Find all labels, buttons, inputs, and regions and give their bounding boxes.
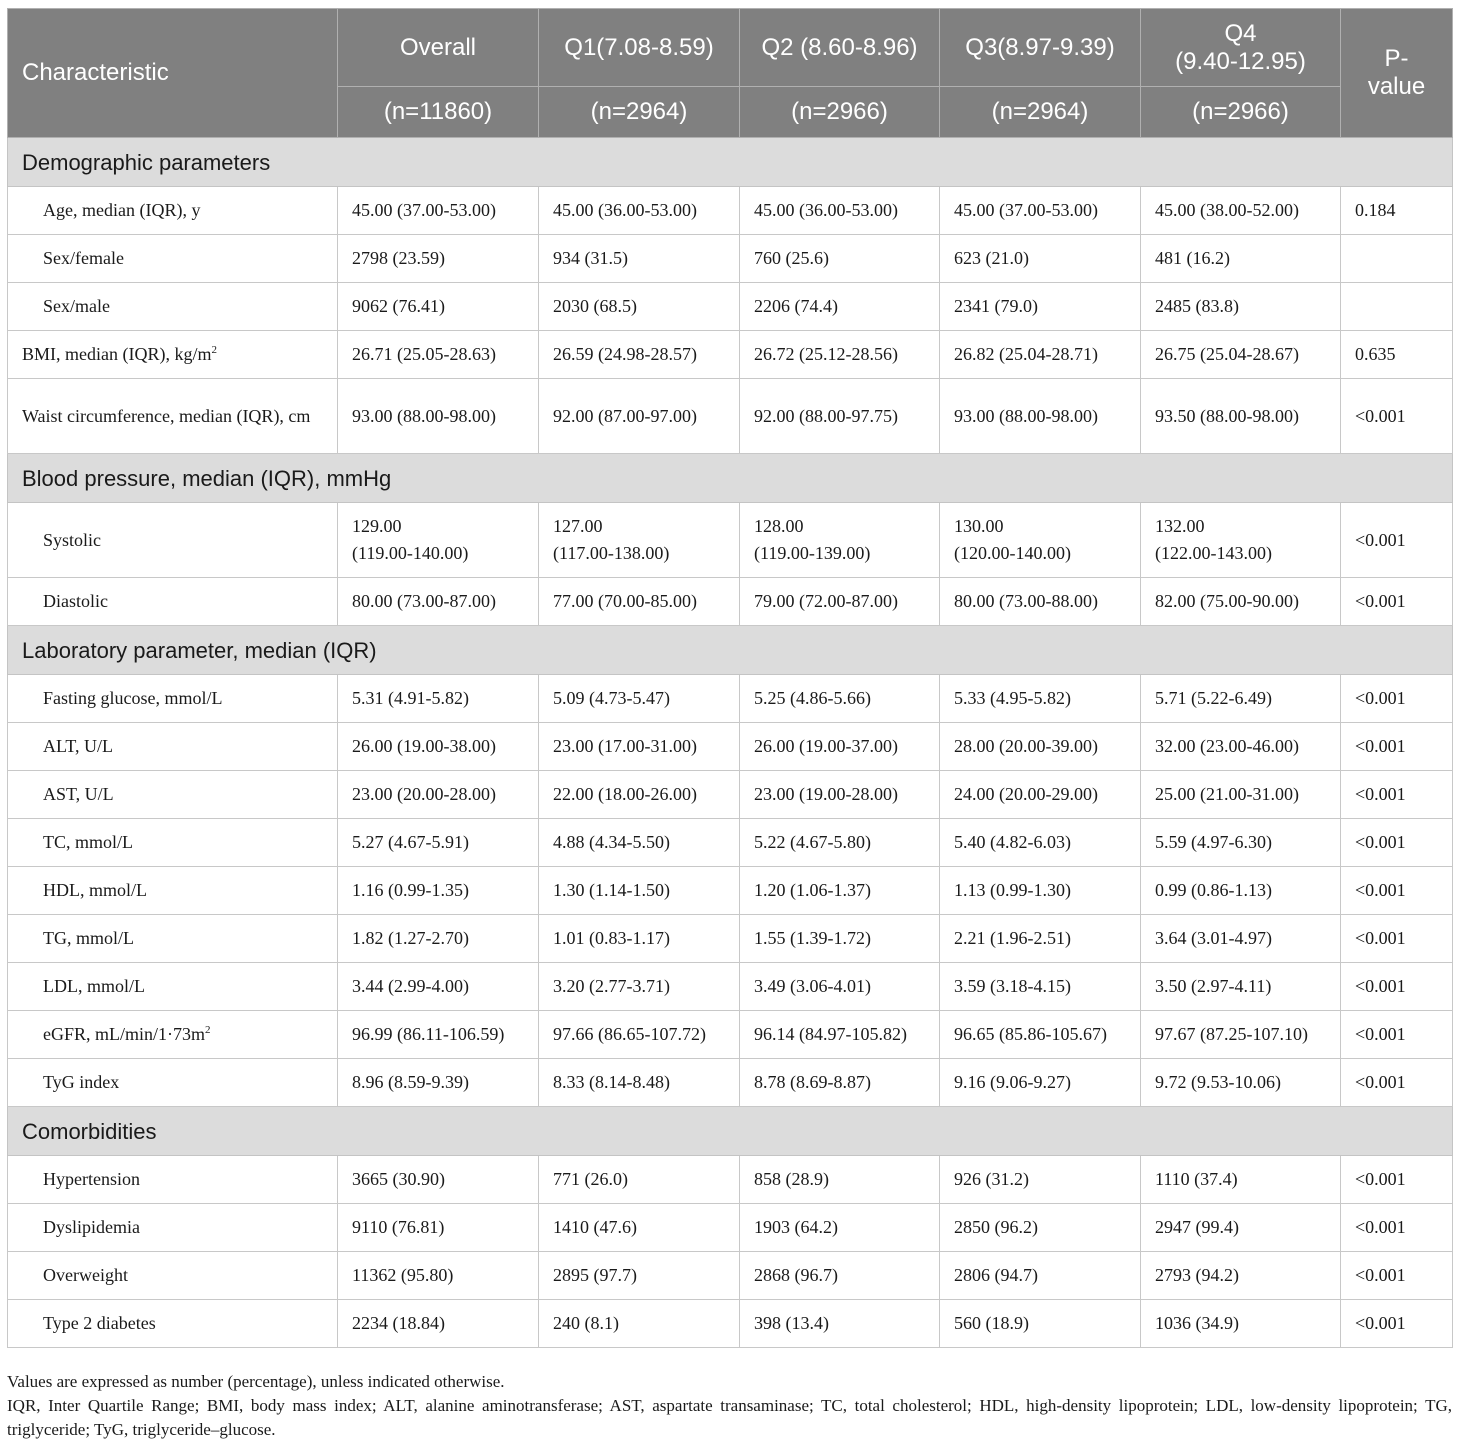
row-label — [8, 723, 338, 771]
value-cell: 5.40 (4.82-6.03) — [940, 819, 1141, 867]
value-cell: 2868 (96.7) — [740, 1252, 940, 1300]
row-label-text: Sex/male — [43, 296, 110, 316]
header-pvalue: P- value — [1341, 9, 1453, 138]
table-row — [8, 331, 1453, 379]
pvalue-cell: <0.001 — [1341, 1011, 1453, 1059]
row-label-text: eGFR, mL/min/1·73m — [43, 1024, 205, 1044]
characteristics-table — [7, 8, 1453, 1348]
value-cell: 45.00 (36.00-53.00) — [539, 187, 740, 235]
pvalue-cell: <0.001 — [1341, 915, 1453, 963]
value-cell: 1036 (34.9) — [1141, 1300, 1341, 1348]
value-cell: 5.31 (4.91-5.82) — [338, 675, 539, 723]
value-cell: 0.99 (0.86-1.13) — [1141, 867, 1341, 915]
row-label-text: Sex/female — [43, 248, 124, 268]
value-cell: 130.00 (120.00-140.00) — [940, 503, 1141, 578]
table-row — [8, 819, 1453, 867]
value-cell: 5.59 (4.97-6.30) — [1141, 819, 1341, 867]
row-label-text: HDL, mmol/L — [43, 880, 147, 900]
row-label-text: TG, mmol/L — [43, 928, 134, 948]
pvalue-cell: <0.001 — [1341, 867, 1453, 915]
header-q1: Q1(7.08-8.59) — [539, 9, 740, 87]
value-cell: 4.88 (4.34-5.50) — [539, 819, 740, 867]
pvalue-cell: <0.001 — [1341, 1300, 1453, 1348]
value-cell: 26.72 (25.12-28.56) — [740, 331, 940, 379]
header-q3: Q3(8.97-9.39) — [940, 9, 1141, 87]
row-label — [8, 1300, 338, 1348]
value-cell: 127.00 (117.00-138.00) — [539, 503, 740, 578]
value-cell: 80.00 (73.00-87.00) — [338, 578, 539, 626]
row-label — [8, 771, 338, 819]
pvalue-cell — [1341, 235, 1453, 283]
value-cell: 3.49 (3.06-4.01) — [740, 963, 940, 1011]
table-row — [8, 867, 1453, 915]
row-label-superscript: 2 — [211, 344, 217, 356]
value-cell: 45.00 (37.00-53.00) — [338, 187, 539, 235]
value-cell: 80.00 (73.00-88.00) — [940, 578, 1141, 626]
value-cell: 3665 (30.90) — [338, 1156, 539, 1204]
pvalue-cell: 0.635 — [1341, 331, 1453, 379]
value-cell: 3.20 (2.77-3.71) — [539, 963, 740, 1011]
value-cell: 2.21 (1.96-2.51) — [940, 915, 1141, 963]
value-cell: 26.00 (19.00-37.00) — [740, 723, 940, 771]
row-label — [8, 1011, 338, 1059]
table-row — [8, 1300, 1453, 1348]
value-cell: 623 (21.0) — [940, 235, 1141, 283]
value-cell: 92.00 (88.00-97.75) — [740, 379, 940, 454]
value-cell: 132.00 (122.00-143.00) — [1141, 503, 1341, 578]
table-row — [8, 675, 1453, 723]
row-label-text: LDL, mmol/L — [43, 976, 145, 996]
table-row — [8, 283, 1453, 331]
value-cell: 96.14 (84.97-105.82) — [740, 1011, 940, 1059]
value-cell: 93.50 (88.00-98.00) — [1141, 379, 1341, 454]
section-row — [8, 138, 1453, 187]
row-label — [8, 867, 338, 915]
value-cell: 22.00 (18.00-26.00) — [539, 771, 740, 819]
row-label-text: Dyslipidemia — [43, 1217, 140, 1237]
value-cell: 97.66 (86.65-107.72) — [539, 1011, 740, 1059]
value-cell: 3.64 (3.01-4.97) — [1141, 915, 1341, 963]
value-cell: 5.09 (4.73-5.47) — [539, 675, 740, 723]
pvalue-cell — [1341, 283, 1453, 331]
value-cell: 32.00 (23.00-46.00) — [1141, 723, 1341, 771]
pvalue-cell: <0.001 — [1341, 1252, 1453, 1300]
table-body — [8, 138, 1453, 1348]
value-cell: 129.00 (119.00-140.00) — [338, 503, 539, 578]
value-cell: 5.33 (4.95-5.82) — [940, 675, 1141, 723]
row-label-text: Waist circumference, median (IQR), cm — [22, 405, 311, 426]
row-label-text: Systolic — [43, 529, 102, 550]
row-label — [8, 1252, 338, 1300]
value-cell: 934 (31.5) — [539, 235, 740, 283]
value-cell: 1.82 (1.27-2.70) — [338, 915, 539, 963]
value-cell: 2895 (97.7) — [539, 1252, 740, 1300]
header-q4-n: (n=2966) — [1141, 87, 1341, 138]
value-cell: 128.00 (119.00-139.00) — [740, 503, 940, 578]
table-header — [8, 9, 1453, 138]
value-cell: 2806 (94.7) — [940, 1252, 1141, 1300]
row-label — [8, 503, 338, 578]
value-cell: 1.13 (0.99-1.30) — [940, 867, 1141, 915]
pvalue-cell: <0.001 — [1341, 379, 1453, 454]
value-cell: 2947 (99.4) — [1141, 1204, 1341, 1252]
value-cell: 28.00 (20.00-39.00) — [940, 723, 1141, 771]
header-q3-n: (n=2964) — [940, 87, 1141, 138]
table-row — [8, 963, 1453, 1011]
section-row — [8, 454, 1453, 503]
value-cell: 1.55 (1.39-1.72) — [740, 915, 940, 963]
value-cell: 1110 (37.4) — [1141, 1156, 1341, 1204]
value-cell: 77.00 (70.00-85.00) — [539, 578, 740, 626]
value-cell: 2234 (18.84) — [338, 1300, 539, 1348]
value-cell: 1.20 (1.06-1.37) — [740, 867, 940, 915]
value-cell: 771 (26.0) — [539, 1156, 740, 1204]
header-q2-n: (n=2966) — [740, 87, 940, 138]
row-label — [8, 1204, 338, 1252]
value-cell: 1.16 (0.99-1.35) — [338, 867, 539, 915]
value-cell: 23.00 (17.00-31.00) — [539, 723, 740, 771]
pvalue-cell: <0.001 — [1341, 819, 1453, 867]
value-cell: 240 (8.1) — [539, 1300, 740, 1348]
value-cell: 3.59 (3.18-4.15) — [940, 963, 1141, 1011]
header-characteristic: Characteristic — [8, 9, 338, 138]
row-label-text: Age, median (IQR), y — [43, 200, 201, 220]
value-cell: 8.33 (8.14-8.48) — [539, 1059, 740, 1107]
value-cell: 2485 (83.8) — [1141, 283, 1341, 331]
characteristics-table-container — [7, 8, 1452, 1348]
value-cell: 11362 (95.80) — [338, 1252, 539, 1300]
value-cell: 9.16 (9.06-9.27) — [940, 1059, 1141, 1107]
value-cell: 3.50 (2.97-4.11) — [1141, 963, 1341, 1011]
value-cell: 858 (28.9) — [740, 1156, 940, 1204]
table-row — [8, 771, 1453, 819]
value-cell: 1410 (47.6) — [539, 1204, 740, 1252]
value-cell: 23.00 (20.00-28.00) — [338, 771, 539, 819]
row-label — [8, 187, 338, 235]
value-cell: 5.22 (4.67-5.80) — [740, 819, 940, 867]
value-cell: 26.59 (24.98-28.57) — [539, 331, 740, 379]
value-cell: 2793 (94.2) — [1141, 1252, 1341, 1300]
value-cell: 8.96 (8.59-9.39) — [338, 1059, 539, 1107]
value-cell: 560 (18.9) — [940, 1300, 1141, 1348]
value-cell: 1.30 (1.14-1.50) — [539, 867, 740, 915]
row-label-text: TyG index — [43, 1072, 120, 1092]
row-label — [8, 819, 338, 867]
row-label — [8, 283, 338, 331]
pvalue-cell: <0.001 — [1341, 675, 1453, 723]
pvalue-cell: <0.001 — [1341, 771, 1453, 819]
table-row — [8, 723, 1453, 771]
table-row — [8, 1156, 1453, 1204]
pvalue-cell: 0.184 — [1341, 187, 1453, 235]
section-row — [8, 1107, 1453, 1156]
value-cell: 97.67 (87.25-107.10) — [1141, 1011, 1341, 1059]
pvalue-cell: <0.001 — [1341, 1059, 1453, 1107]
table-row — [8, 1011, 1453, 1059]
row-label-text: TC, mmol/L — [43, 832, 133, 852]
pvalue-cell: <0.001 — [1341, 723, 1453, 771]
value-cell: 760 (25.6) — [740, 235, 940, 283]
row-label-text: BMI, median (IQR), kg/m — [22, 344, 212, 364]
section-title: Laboratory parameter, median (IQR) — [8, 626, 1453, 675]
row-label — [8, 915, 338, 963]
table-row — [8, 187, 1453, 235]
row-label — [8, 1059, 338, 1107]
row-label — [8, 331, 338, 379]
header-q2: Q2 (8.60-8.96) — [740, 9, 940, 87]
value-cell: 45.00 (36.00-53.00) — [740, 187, 940, 235]
value-cell: 8.78 (8.69-8.87) — [740, 1059, 940, 1107]
row-label-text: Diastolic — [43, 591, 108, 611]
row-label — [8, 379, 338, 454]
table-row — [8, 1059, 1453, 1107]
row-label — [8, 235, 338, 283]
value-cell: 79.00 (72.00-87.00) — [740, 578, 940, 626]
footnote-abbreviations: IQR, Inter Quartile Range; BMI, body mass index; ALT, alanine aminotransferase; AST, aspartate transaminase; TC, total cholesterol; HDL, high-density lipoprotein; LDL, low-density lipoprotein; TG, triglyceride; TyG, triglyceride–glucose. — [7, 1396, 1452, 1439]
value-cell: 93.00 (88.00-98.00) — [338, 379, 539, 454]
value-cell: 93.00 (88.00-98.00) — [940, 379, 1141, 454]
value-cell: 9.72 (9.53-10.06) — [1141, 1059, 1341, 1107]
row-label-text: AST, U/L — [43, 784, 114, 804]
value-cell: 82.00 (75.00-90.00) — [1141, 578, 1341, 626]
pvalue-cell: <0.001 — [1341, 503, 1453, 578]
value-cell: 5.71 (5.22-6.49) — [1141, 675, 1341, 723]
table-footnotes — [7, 1370, 1452, 1442]
value-cell: 9110 (76.81) — [338, 1204, 539, 1252]
value-cell: 2798 (23.59) — [338, 235, 539, 283]
value-cell: 2341 (79.0) — [940, 283, 1141, 331]
section-title: Demographic parameters — [8, 138, 1453, 187]
value-cell: 9062 (76.41) — [338, 283, 539, 331]
value-cell: 96.65 (85.86-105.67) — [940, 1011, 1141, 1059]
section-title: Blood pressure, median (IQR), mmHg — [8, 454, 1453, 503]
row-label-text: Overweight — [43, 1265, 128, 1285]
pvalue-cell: <0.001 — [1341, 1156, 1453, 1204]
header-overall-n: (n=11860) — [338, 87, 539, 138]
value-cell: 2206 (74.4) — [740, 283, 940, 331]
value-cell: 25.00 (21.00-31.00) — [1141, 771, 1341, 819]
value-cell: 24.00 (20.00-29.00) — [940, 771, 1141, 819]
table-row — [8, 578, 1453, 626]
value-cell: 3.44 (2.99-4.00) — [338, 963, 539, 1011]
value-cell: 45.00 (38.00-52.00) — [1141, 187, 1341, 235]
value-cell: 26.71 (25.05-28.63) — [338, 331, 539, 379]
row-label-text: Type 2 diabetes — [43, 1313, 156, 1333]
table-row — [8, 379, 1453, 454]
header-overall: Overall — [338, 9, 539, 87]
pvalue-cell: <0.001 — [1341, 963, 1453, 1011]
value-cell: 26.75 (25.04-28.67) — [1141, 331, 1341, 379]
value-cell: 96.99 (86.11-106.59) — [338, 1011, 539, 1059]
value-cell: 92.00 (87.00-97.00) — [539, 379, 740, 454]
table-row — [8, 1252, 1453, 1300]
header-q1-n: (n=2964) — [539, 87, 740, 138]
value-cell: 23.00 (19.00-28.00) — [740, 771, 940, 819]
value-cell: 26.82 (25.04-28.71) — [940, 331, 1141, 379]
pvalue-cell: <0.001 — [1341, 578, 1453, 626]
value-cell: 2850 (96.2) — [940, 1204, 1141, 1252]
footnote-values: Values are expressed as number (percentage), unless indicated otherwise. — [7, 1372, 505, 1391]
header-q4: Q4 (9.40-12.95) — [1141, 9, 1341, 87]
row-label — [8, 675, 338, 723]
value-cell: 26.00 (19.00-38.00) — [338, 723, 539, 771]
value-cell: 1903 (64.2) — [740, 1204, 940, 1252]
row-label-text: Fasting glucose, mmol/L — [43, 688, 223, 708]
row-label — [8, 1156, 338, 1204]
table-row — [8, 503, 1453, 578]
section-row — [8, 626, 1453, 675]
row-label — [8, 963, 338, 1011]
section-title: Comorbidities — [8, 1107, 1453, 1156]
value-cell: 5.27 (4.67-5.91) — [338, 819, 539, 867]
value-cell: 2030 (68.5) — [539, 283, 740, 331]
table-row — [8, 915, 1453, 963]
row-label-superscript: 2 — [205, 1024, 211, 1036]
row-label — [8, 578, 338, 626]
table-row — [8, 1204, 1453, 1252]
row-label-text: Hypertension — [43, 1169, 140, 1189]
value-cell: 926 (31.2) — [940, 1156, 1141, 1204]
row-label-text: ALT, U/L — [43, 736, 113, 756]
value-cell: 398 (13.4) — [740, 1300, 940, 1348]
table-row — [8, 235, 1453, 283]
pvalue-cell: <0.001 — [1341, 1204, 1453, 1252]
value-cell: 1.01 (0.83-1.17) — [539, 915, 740, 963]
value-cell: 45.00 (37.00-53.00) — [940, 187, 1141, 235]
value-cell: 5.25 (4.86-5.66) — [740, 675, 940, 723]
value-cell: 481 (16.2) — [1141, 235, 1341, 283]
